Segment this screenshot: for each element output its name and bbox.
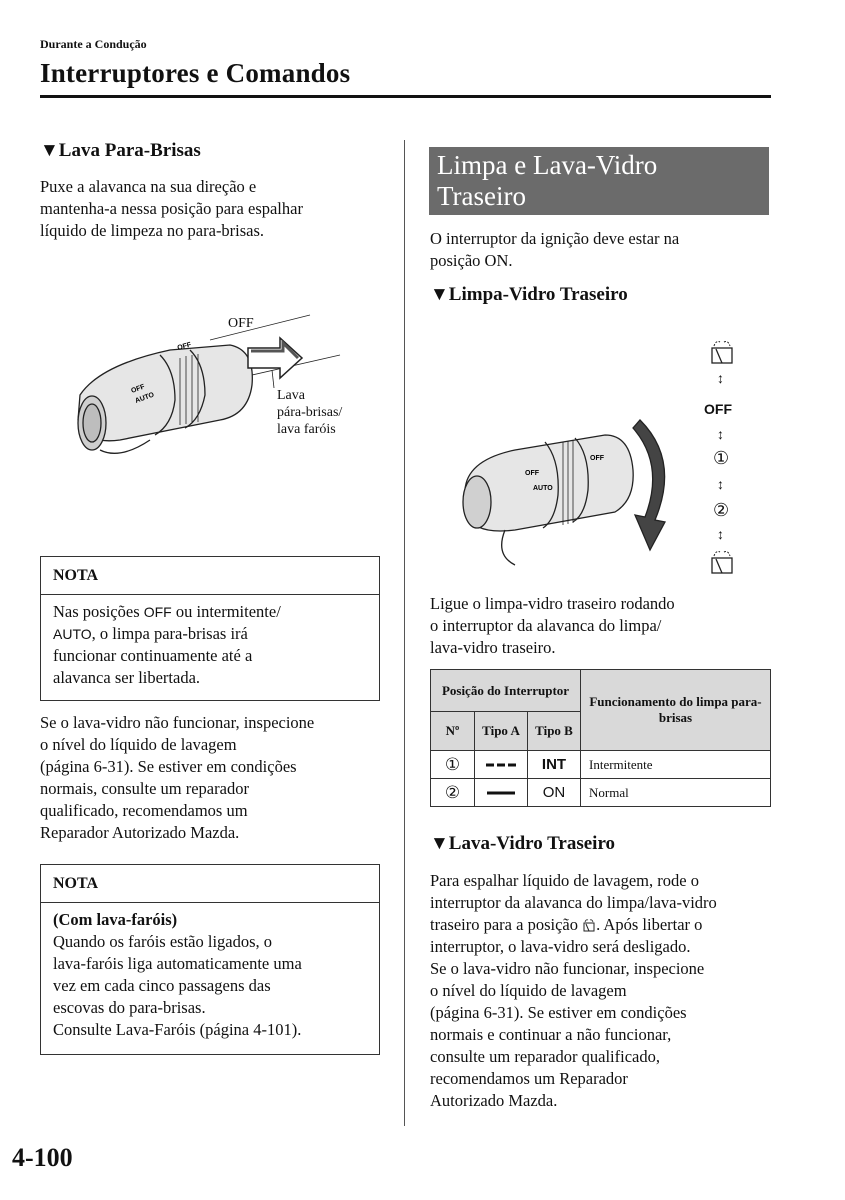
dashed-line-icon	[475, 751, 528, 779]
nota-body: Nas posições OFF ou intermitente/ AUTO, o limpa para-brisas irá funcionar continuamente até a alavanca ser libertada.	[53, 602, 281, 687]
nota-box-2	[40, 864, 380, 1055]
svg-text:AUTO: AUTO	[134, 391, 156, 405]
svg-text:AUTO: AUTO	[533, 485, 553, 492]
washer-icon	[708, 338, 738, 366]
nota-box-1	[40, 556, 380, 701]
nota-heading: NOTA	[41, 865, 379, 903]
table-header-tipo-a: Tipo A	[475, 712, 528, 751]
svg-text:OFF: OFF	[525, 470, 539, 477]
lava-vidro-paragraph: Para espalhar líquido de lavagem, rode o interruptor da alavanca do limpa/lava-vidro traseiro para a posição . Após libertar o interruptor, o lava-vidro será desligado. Se o lava-vidro não funcionar, inspecione o nível do líquido de lavagem (página 6-31). Se estiver em condições normais e continuar a não funcionar, consulte um reparador qualificado, recomendamos um Reparador Autorizado Mazda.	[430, 871, 717, 1110]
position-2-label: ②	[713, 500, 730, 520]
off-position-label: OFF	[704, 401, 732, 417]
position-1-label: ①	[713, 448, 730, 468]
table-header-tipo-b: Tipo B	[528, 712, 581, 751]
lava-vidro-traseiro-heading: ▼Lava-Vidro Traseiro	[430, 833, 616, 854]
solid-line-icon	[475, 779, 528, 807]
off-label: OFF	[228, 316, 254, 331]
arrow-updown-icon: ↕	[717, 370, 724, 386]
switch-position-legend	[704, 338, 744, 583]
table-row: ② ON Normal	[431, 779, 771, 807]
washer-lever-figure	[40, 310, 400, 480]
washer-icon	[708, 548, 738, 576]
inspection-paragraph: Se o lava-vidro não funcionar, inspecione o nível do líquido de lavagem (página 6-31). Se estiver em condições normais, consulte um reparador qualificado, recomendamos um Reparador Autorizado Mazda.	[40, 713, 315, 842]
limpa-vidro-heading: ▼Limpa-Vidro Traseiro	[430, 284, 628, 305]
nota-heading: NOTA	[41, 557, 379, 595]
arrow-updown-icon: ↕	[717, 476, 724, 492]
arrow-updown-icon: ↕	[717, 526, 724, 542]
lava-para-brisas-text: Puxe a alavanca na sua direção e mantenha-a nessa posição para espalhar líquido de limpeza no para-brisas.	[40, 177, 303, 240]
svg-text:OFF: OFF	[130, 383, 146, 395]
nota-body: (Com lava-faróis) Quando os faróis estão ligados, o lava-faróis liga automaticamente uma vez em cada cinco passagens das escovas do para-brisas. Consulte Lava-Faróis (página 4-101).	[53, 910, 302, 1039]
switch-position-table	[430, 669, 771, 807]
column-divider	[404, 140, 405, 1126]
rear-wiper-switch-figure	[455, 330, 775, 580]
section-kicker: Durante a Condução	[40, 37, 147, 51]
svg-text:OFF: OFF	[590, 455, 604, 462]
washer-callout: Lava pára-brisas/ lava faróis	[277, 388, 343, 437]
section-banner: Limpa e Lava-Vidro Traseiro	[429, 147, 769, 215]
table-header-position: Posição do Interruptor	[431, 670, 581, 712]
table-header-function: Funcionamento do limpa para-brisas	[581, 670, 771, 751]
svg-text:OFF: OFF	[176, 341, 193, 352]
washer-icon	[582, 918, 596, 932]
table-header-no: Nº	[431, 712, 475, 751]
table-row: ① INT Intermitente	[431, 751, 771, 779]
page-title: Interruptores e Comandos	[40, 58, 351, 88]
ignition-note: O interruptor da ignição deve estar na posição ON.	[430, 229, 680, 270]
lava-para-brisas-heading: ▼Lava Para-Brisas	[40, 140, 201, 161]
ligue-paragraph: Ligue o limpa-vidro traseiro rodando o interruptor da alavanca do limpa/ lava-vidro traseiro.	[430, 594, 675, 657]
title-rule	[40, 95, 771, 98]
page-number: 4-100	[12, 1143, 73, 1172]
arrow-updown-icon: ↕	[717, 426, 724, 442]
